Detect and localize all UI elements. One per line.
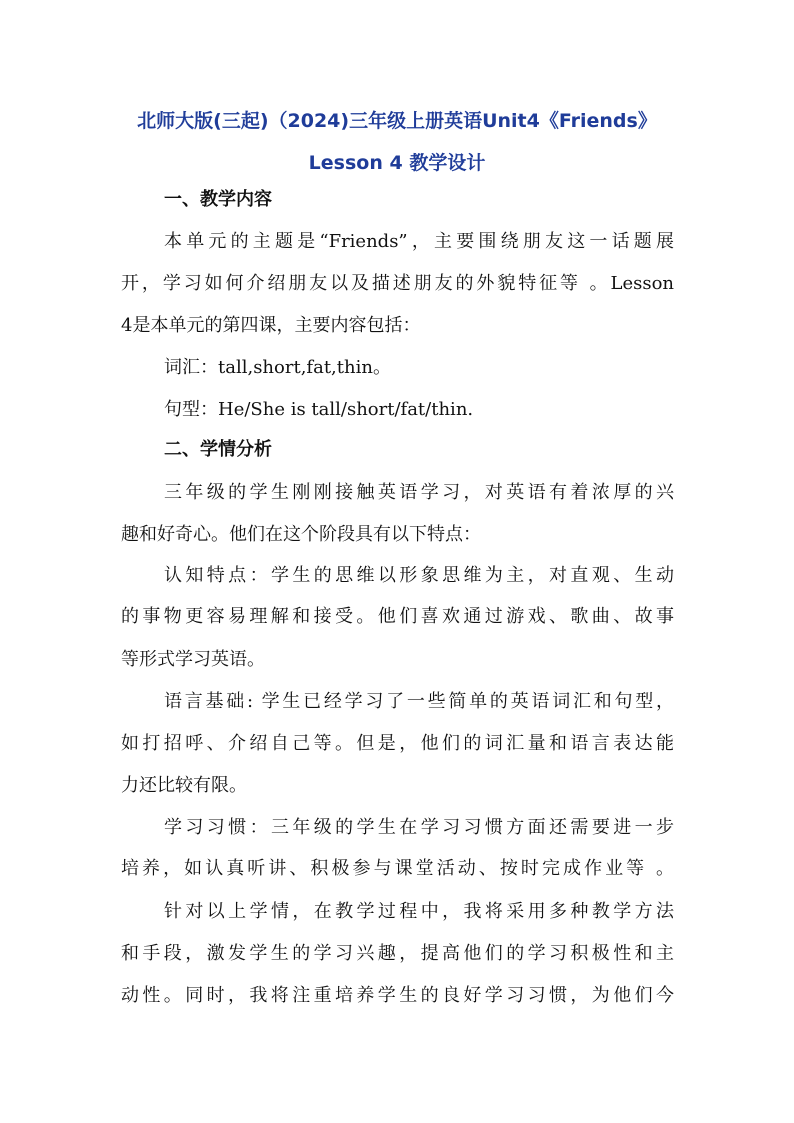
- paragraph-line: 三年级的学生刚刚接触英语学习，对英语有着浓厚的兴: [164, 482, 674, 503]
- vocabulary-line: 词汇：tall,short,fat,thin。: [164, 357, 391, 378]
- paragraph-line: 语言基础: 学生已经学习了一些简单的英语词汇和句型，: [164, 691, 674, 712]
- paragraph-line: 学习习惯：三年级的学生在学习习惯方面还需要进一步: [164, 817, 674, 838]
- paragraph-line: 开，学习如何介绍朋友以及描述朋友的外貌特征等 。Lesson: [121, 273, 674, 294]
- section-heading-teaching-content: 一、教学内容: [164, 189, 272, 210]
- paragraph-line: 如打招呼、介绍自己等。但是，他们的词汇量和语言表达能: [121, 733, 674, 754]
- paragraph-line: 认知特点：学生的思维以形象思维为主，对直观、生动: [164, 565, 674, 586]
- paragraph-line: 培养，如认真听讲、积极参与课堂活动、按时完成作业等 。: [121, 858, 674, 879]
- document-title-line2: Lesson 4 教学设计: [308, 152, 486, 174]
- paragraph-line: 和手段，激发学生的学习兴趣，提高他们的学习积极性和主: [121, 943, 674, 964]
- paragraph-line: 的事物更容易理解和接受。他们喜欢通过游戏、歌曲、故事: [121, 606, 674, 627]
- paragraph-line: 力还比较有限。: [121, 775, 247, 796]
- paragraph-line: 针对以上学情，在教学过程中，我将采用多种教学方法: [164, 901, 674, 922]
- section-heading-learner-analysis: 二、学情分析: [164, 439, 272, 460]
- paragraph-line: 趣和好奇心。他们在这个阶段具有以下特点：: [121, 524, 481, 545]
- paragraph-line: 动性。同时，我将注重培养学生的良好学习习惯，为他们今: [121, 985, 674, 1006]
- paragraph-line: 本单元的主题是“Friends”，主要围绕朋友这一话题展: [164, 231, 674, 252]
- paragraph-line: 等形式学习英语。: [121, 649, 265, 670]
- paragraph-line: 4是本单元的第四课，主要内容包括：: [121, 315, 421, 336]
- document-title-line1: 北师大版(三起)（2024)三年级上册英语Unit4《Friends》: [137, 110, 657, 132]
- sentence-pattern-line: 句型：He/She is tall/short/fat/thin.: [164, 399, 474, 420]
